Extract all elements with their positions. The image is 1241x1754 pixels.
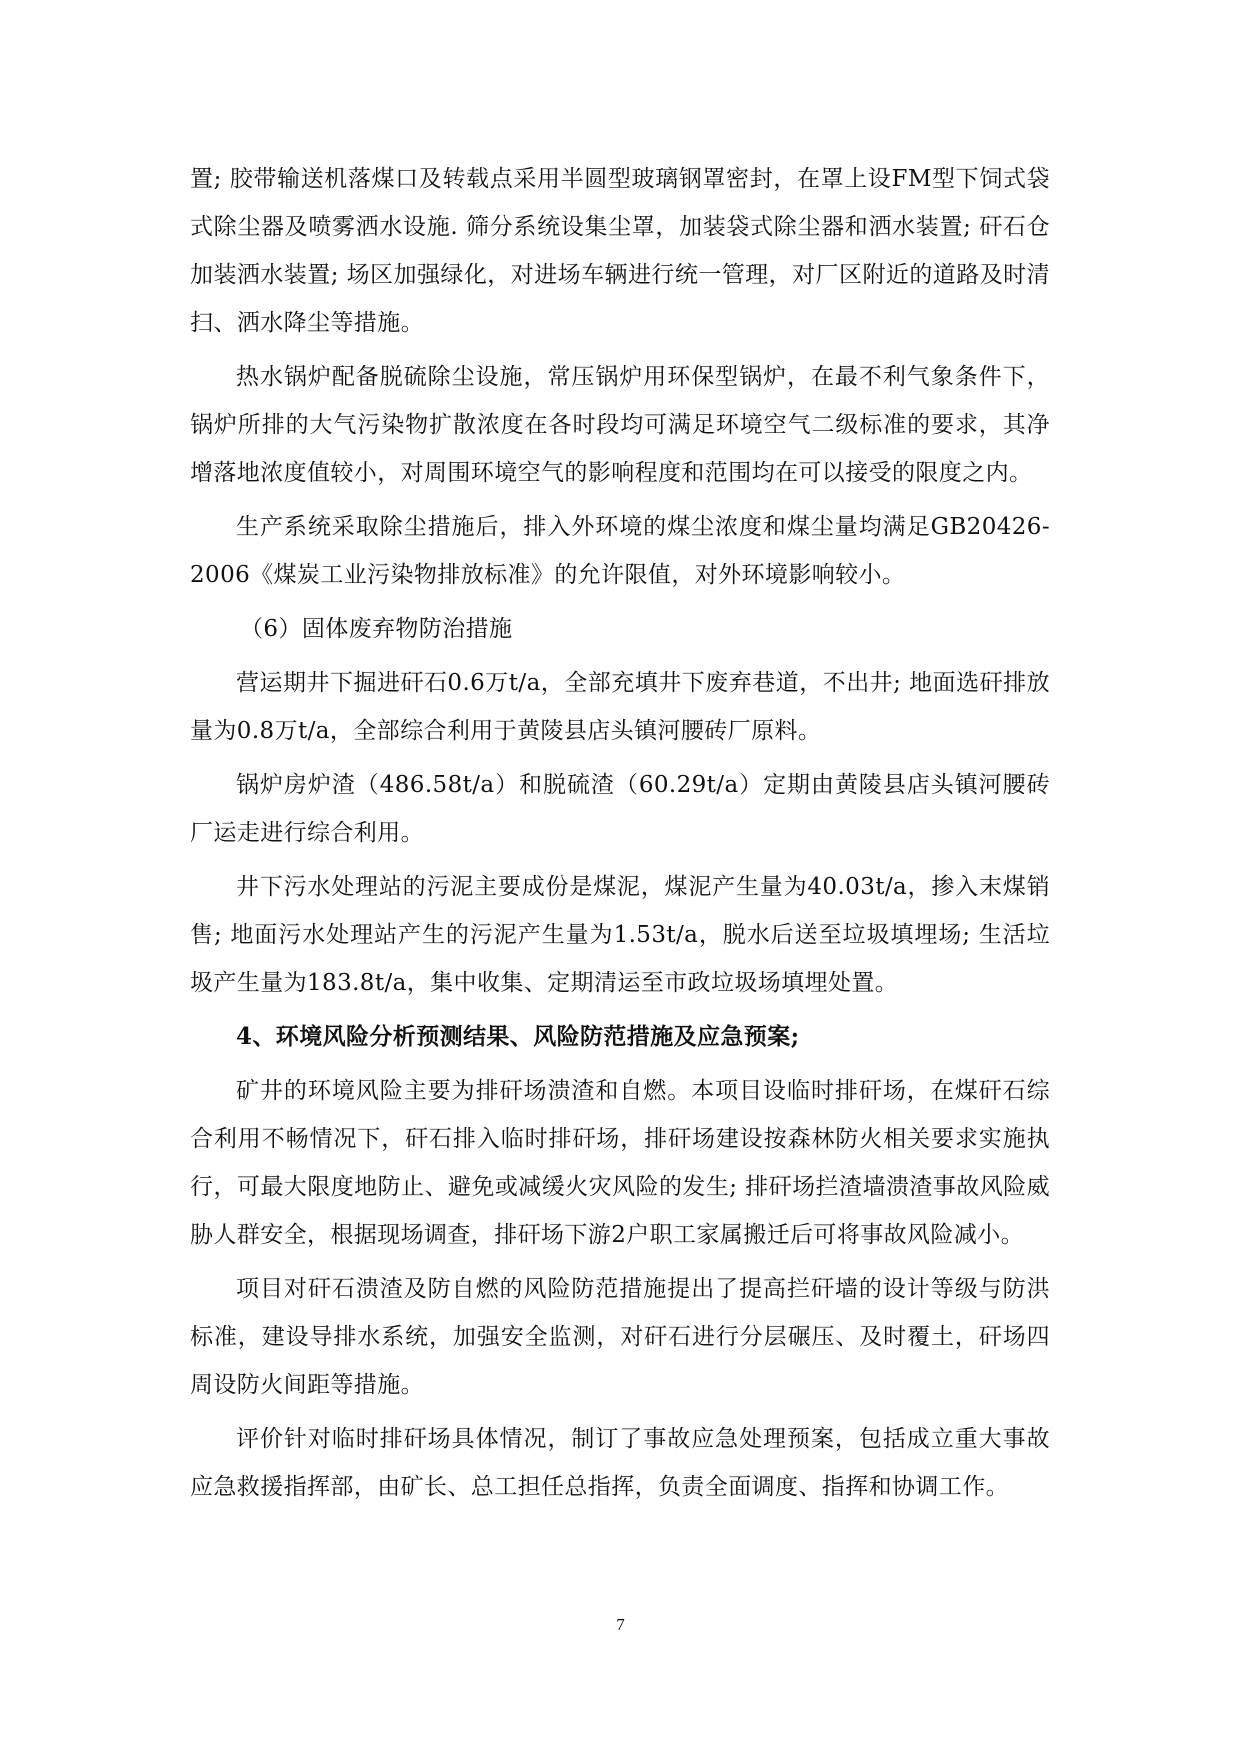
- document-body: [190, 155, 1050, 1517]
- paragraph-production-dust: 生产系统采取除尘措施后，排入外环境的煤尘浓度和煤尘量均满足GB20426-2006《煤炭工业污染物排放标准》的允许限值，对外环境影响较小。: [190, 514, 1050, 588]
- page-number: 7: [616, 1615, 625, 1634]
- paragraph-dust-control: 置; 胶带输送机落煤口及转载点采用半圆型玻璃钢罩密封，在罩上设FM型下饲式袋式除尘器及喷雾洒水设施. 筛分系统设集尘罩，加装袋式除尘器和洒水装置; 矸石仓加装洒水装置; 场区加强绿化，对进场车辆进行统一管理，对厂区附近的道路及时清扫、洒水降尘等措施。: [190, 166, 1050, 336]
- paragraph-risk-measures: 项目对矸石溃渣及防自燃的风险防范措施提出了提高拦矸墙的设计等级与防洪标准，建设导排水系统，加强安全监测，对矸石进行分层碾压、及时覆土，矸场四周设防火间距等措施。: [190, 1276, 1050, 1398]
- paragraph-sludge: 井下污水处理站的污泥主要成份是煤泥，煤泥产生量为40.03t/a，掺入末煤销售; 地面污水处理站产生的污泥产生量为1.53t/a，脱水后送至垃圾填埋场; 生活垃圾产生量为183.8t/a，集中收集、定期清运至市政垃圾场填埋处置。: [190, 874, 1050, 996]
- paragraph-risk-overview: 矿井的环境风险主要为排矸场溃渣和自燃。本项目设临时排矸场，在煤矸石综合利用不畅情况下，矸石排入临时排矸场，排矸场建设按森林防火相关要求实施执行，可最大限度地防止、避免或减缓火灾风险的发生; 排矸场拦渣墙溃渣事故风险威胁人群安全，根据现场调查，排矸场下游2户职工家属搬迁后可将事故风险减小。: [190, 1078, 1050, 1248]
- section-heading-risk: 4、环境风险分析预测结果、风险防范措施及应急预案;: [236, 1023, 800, 1050]
- subheading-solid-waste: （6）固体废弃物防治措施: [240, 616, 513, 642]
- paragraph-emergency-plan: 评价针对临时排矸场具体情况，制订了事故应急处理预案，包括成立重大事故应急救援指挥部，由矿长、总工担任总指挥，负责全面调度、指挥和协调工作。: [190, 1426, 1050, 1500]
- paragraph-gangue: 营运期井下掘进矸石0.6万t/a，全部充填井下废弃巷道，不出井; 地面选矸排放量为0.8万t/a，全部综合利用于黄陵县店头镇河腰砖厂原料。: [190, 670, 1050, 744]
- paragraph-boiler-slag: 锅炉房炉渣（486.58t/a）和脱硫渣（60.29t/a）定期由黄陵县店头镇河腰砖厂运走进行综合利用。: [190, 772, 1050, 846]
- paragraph-boiler-emissions: 热水锅炉配备脱硫除尘设施，常压锅炉用环保型锅炉，在最不利气象条件下，锅炉所排的大气污染物扩散浓度在各时段均可满足环境空气二级标准的要求，其净增落地浓度值较小，对周围环境空气的影响程度和范围均在可以接受的限度之内。: [190, 364, 1050, 486]
